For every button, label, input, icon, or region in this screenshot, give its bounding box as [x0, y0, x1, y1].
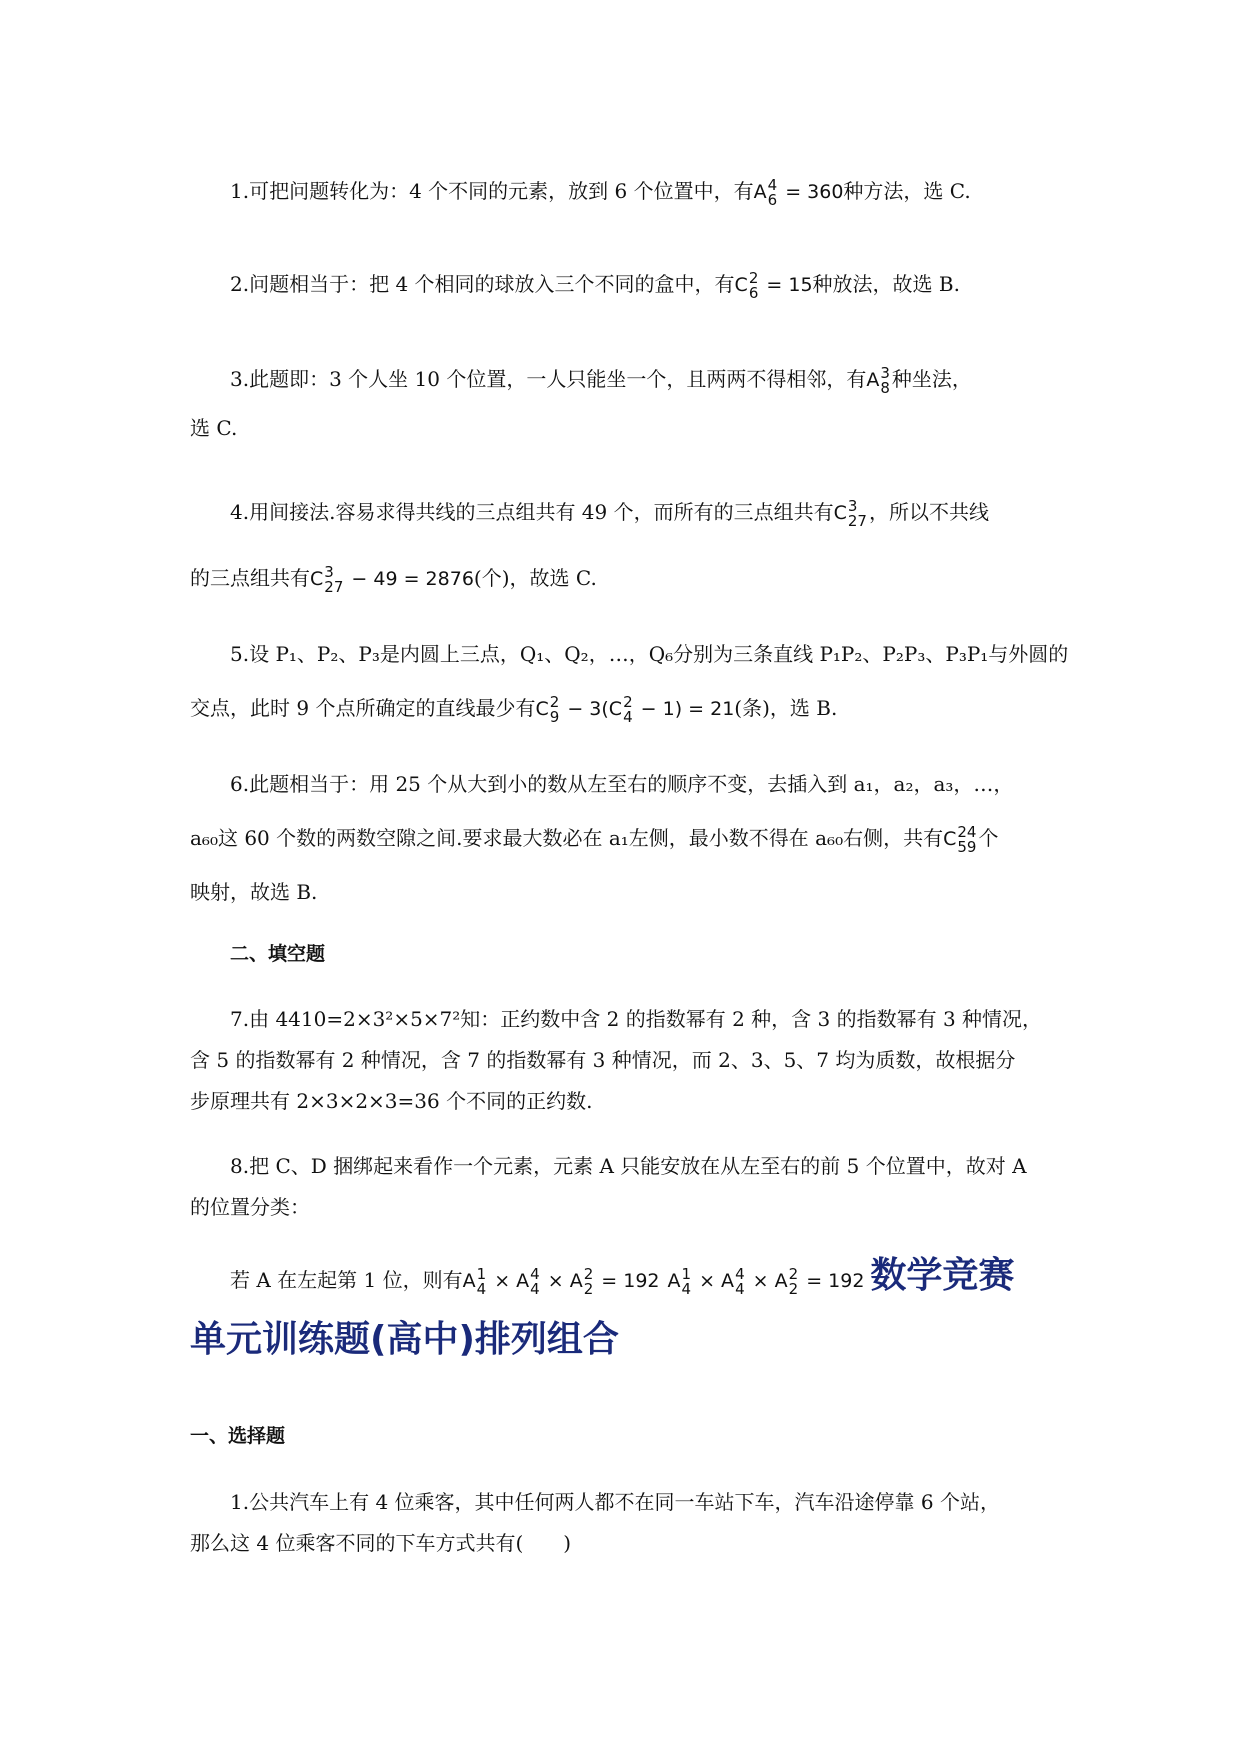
solution-4-tail: ，所以不共线 [868, 500, 989, 524]
solution-1-text: 1.可把问题转化为：4 个不同的元素，放到 6 个位置中，有 [230, 179, 754, 203]
solution-5-cont: 交点，此时 9 个点所确定的直线最少有C 2 9 − 3(C 2 4 − 1) = 21(条)，选 B. [190, 693, 838, 726]
section-heading-multiple-choice: 一、选择题 [190, 1425, 286, 1447]
question-1-line2: 那么这 4 位乘客不同的下车方式共有( ) [190, 1531, 572, 1555]
solution-7-line3: 步原理共有 2×3×2×3=36 个不同的正约数. [190, 1089, 593, 1113]
section-heading-fill-in: 二、填空题 [230, 943, 326, 965]
case-1-text: 若 A 在左起第 1 位，则有 [230, 1268, 463, 1292]
formula-8-a: A 1 4 × A 4 4 × A 2 2 = 192 [462, 1265, 660, 1298]
solution-2 [230, 270, 960, 300]
solution-8-case-1 [230, 1254, 1014, 1303]
solution-4-text: 4.用间接法.容易求得共线的三点组共有 49 个，而所有的三点组共有 [230, 500, 834, 524]
solution-6-cont: a₆₀这 60 个数的两数空隙之间.要求最大数必在 a₁左侧，最小数不得在 a₆₀右侧，共有C 24 59 个 [190, 823, 999, 856]
document-title-part2: 单元训练题(高中)排列组合 [190, 1319, 619, 1360]
formula-5: C 2 9 − 3(C 2 4 − 1) = 21 [535, 693, 735, 726]
formula-4b: C 3 27 − 49 = 2876 [310, 563, 474, 596]
solution-7-line2: 含 5 的指数幂有 2 种情况，含 7 的指数幂有 3 种情况，而 2、3、5、7 均为质数，故根据分 [190, 1048, 1016, 1072]
formula-2: C 2 6 = 15 [734, 269, 813, 302]
solution-1-tail: 种方法，选 C. [843, 179, 971, 203]
solution-4 [230, 498, 989, 528]
solution-2-text: 2.问题相当于：把 4 个相同的球放入三个不同的盒中，有 [230, 272, 735, 296]
solution-3-cont: 选 C. [190, 416, 238, 440]
solution-5: 5.设 P₁、P₂、P₃是内圆上三点，Q₁、Q₂，…，Q₆分别为三条直线 P₁P₂、P₂P₃、P₃P₁与外圆的 [230, 642, 1069, 666]
document-title-part1: 数学竞赛 [870, 1255, 1015, 1296]
question-1: 1.公共汽车上有 4 位乘客，其中任何两人都不在同一车站下车，汽车沿途停靠 6 个站， [230, 1490, 1000, 1514]
formula-1: A 4 6 = 360 [753, 176, 844, 209]
solution-3-text: 3.此题即：3 个人坐 10 个位置，一人只能坐一个，且两两不得相邻，有 [230, 367, 867, 391]
solution-6: 6.此题相当于：用 25 个从大到小的数从左至右的顺序不变，去插入到 a₁，a₂，a₃，…， [230, 772, 1014, 796]
formula-6: C 24 59 [943, 823, 977, 856]
formula-8-b: A 1 4 × A 4 4 × A 2 2 = 192 [667, 1265, 865, 1298]
solution-4-cont: 的三点组共有C 3 27 − 49 = 2876(个)，故选 C. [190, 563, 597, 596]
solution-6-end: 映射，故选 B. [190, 880, 318, 904]
solution-3-tail: 种坐法， [891, 367, 972, 391]
solution-8: 8.把 C、D 捆绑起来看作一个元素，元素 A 只能安放在从左至右的前 5 个位置中，故对 A [230, 1154, 1027, 1178]
solution-3 [230, 365, 972, 395]
solution-1 [230, 177, 971, 207]
formula-4: C 3 27 [833, 497, 867, 530]
solution-8-line2: 的位置分类： [190, 1195, 310, 1219]
solution-7: 7.由 4410=2×3²×5×7²知：正约数中含 2 的指数幂有 2 种，含 3 的指数幂有 3 种情况， [230, 1007, 1043, 1031]
formula-3: A 3 8 [866, 364, 890, 397]
solution-2-tail: 种放法，故选 B. [812, 272, 960, 296]
